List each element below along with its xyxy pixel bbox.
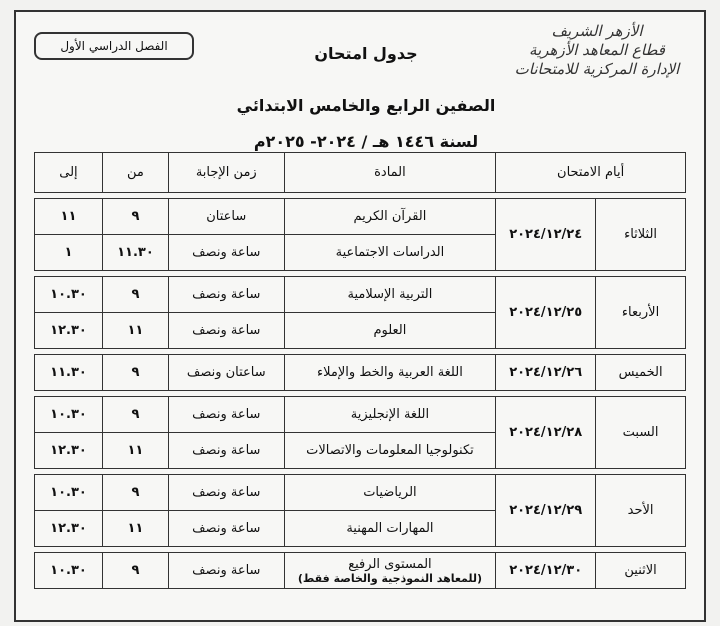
from-cell: ١١: [102, 313, 168, 349]
table-row: [35, 199, 686, 235]
duration-cell: ساعة ونصف: [168, 313, 284, 349]
subject-name: القرآن الكريم: [353, 209, 427, 224]
duration-cell: ساعة ونصف: [168, 277, 284, 313]
table-row: [35, 397, 686, 433]
subject-name: المهارات المهنية: [346, 521, 434, 536]
day-cell: الخميس: [596, 355, 686, 391]
date-cell: ٢٠٢٤/١٢/٢٥: [496, 277, 596, 349]
year-title: لسنة ١٤٤٦ هـ / ٢٠٢٤- ٢٠٢٥م: [253, 132, 479, 151]
logo-line: الأزهر الشريف: [551, 22, 643, 40]
day-cell: الأربعاء: [596, 277, 686, 349]
subject-cell: [284, 277, 496, 313]
to-cell: ١٠.٣٠: [35, 475, 103, 511]
subject-name: العلوم: [373, 323, 407, 338]
grades-title: الصفين الرابع والخامس الابتدائي: [236, 96, 496, 115]
to-cell: ١: [35, 235, 103, 271]
to-cell: ١٠.٣٠: [35, 397, 103, 433]
duration-cell: ساعتان: [168, 199, 284, 235]
table-row: [35, 355, 686, 391]
duration-cell: ساعة ونصف: [168, 397, 284, 433]
subject-name: التربية الإسلامية: [347, 287, 433, 302]
from-cell: ١١: [102, 433, 168, 469]
subject-name: اللغة العربية والخط والإملاء: [317, 365, 463, 380]
day-cell: السبت: [596, 397, 686, 469]
from-cell: ٩: [102, 277, 168, 313]
subject-name: الرياضيات: [363, 485, 417, 500]
duration-cell: ساعة ونصف: [168, 511, 284, 547]
to-cell: ١٠.٣٠: [35, 277, 103, 313]
azhar-logo: [502, 22, 692, 79]
from-cell: ٩: [102, 355, 168, 391]
subject-cell: [284, 199, 496, 235]
logo-line: قطاع المعاهد الأزهرية: [529, 41, 665, 59]
logo-line: الإدارة المركزية للامتحانات: [514, 60, 680, 78]
date-cell: ٢٠٢٤/١٢/٢٦: [496, 355, 596, 391]
day-cell: الأحد: [596, 475, 686, 547]
subject-name: الدراسات الاجتماعية: [335, 245, 445, 260]
duration-cell: ساعة ونصف: [168, 433, 284, 469]
subject-name: المستوى الرفيع: [348, 556, 432, 572]
to-cell: ١٢.٣٠: [35, 511, 103, 547]
from-cell: ١١.٣٠: [102, 235, 168, 271]
subject-cell: [284, 313, 496, 349]
schedule-table: [34, 152, 686, 589]
semester-box: الفصل الدراسي الأول: [34, 32, 194, 60]
duration-cell: ساعتان ونصف: [168, 355, 284, 391]
duration-cell: ساعة ونصف: [168, 235, 284, 271]
page-title: جدول امتحان: [314, 44, 418, 63]
subject-cell: [284, 397, 496, 433]
day-cell: الثلاثاء: [596, 199, 686, 271]
subject-cell: [284, 355, 496, 391]
duration-cell: ساعة ونصف: [168, 475, 284, 511]
to-cell: ١٢.٣٠: [35, 313, 103, 349]
subject-cell: [284, 475, 496, 511]
date-cell: ٢٠٢٤/١٢/٢٤: [496, 199, 596, 271]
from-cell: ٩: [102, 553, 168, 589]
date-cell: ٢٠٢٤/١٢/٣٠: [496, 553, 596, 589]
date-cell: ٢٠٢٤/١٢/٢٨: [496, 397, 596, 469]
table-header-row: [35, 153, 686, 193]
subject-name: تكنولوجيا المعلومات والاتصالات: [306, 443, 474, 458]
to-cell: ١١: [35, 199, 103, 235]
subject-note: (للمعاهد النموذجية والخاصة فقط): [297, 571, 483, 585]
subject-cell: [284, 235, 496, 271]
subject-cell: [284, 511, 496, 547]
duration-cell: ساعة ونصف: [168, 553, 284, 589]
from-cell: ٩: [102, 475, 168, 511]
to-cell: ١١.٣٠: [35, 355, 103, 391]
from-cell: ١١: [102, 511, 168, 547]
table-row: [35, 553, 686, 589]
header-subject: المادة: [284, 153, 496, 193]
subject-cell: [284, 553, 496, 589]
header-from: من: [102, 153, 168, 193]
subject-cell: [284, 433, 496, 469]
to-cell: ١٠.٣٠: [35, 553, 103, 589]
header-to: إلى: [35, 153, 103, 193]
day-cell: الاثنين: [596, 553, 686, 589]
from-cell: ٩: [102, 397, 168, 433]
table-row: [35, 277, 686, 313]
header-days: أيام الامتحان: [496, 153, 686, 193]
header-duration: زمن الإجابة: [168, 153, 284, 193]
subject-name: اللغة الإنجليزية: [350, 407, 430, 422]
to-cell: ١٢.٣٠: [35, 433, 103, 469]
date-cell: ٢٠٢٤/١٢/٢٩: [496, 475, 596, 547]
table-row: [35, 475, 686, 511]
from-cell: ٩: [102, 199, 168, 235]
